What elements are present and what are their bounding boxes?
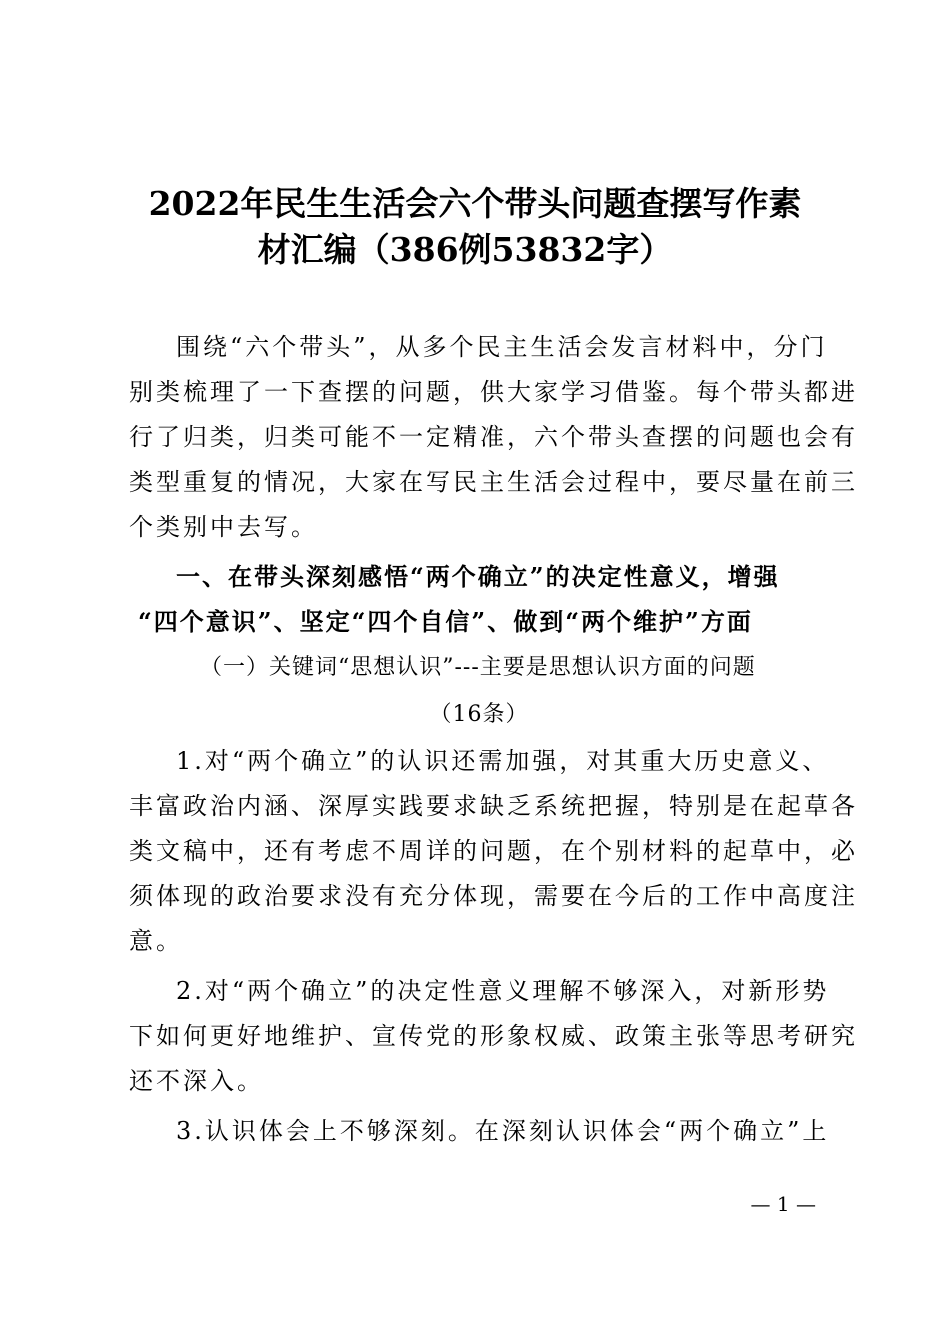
item-1-line-1: 1.对“两个确立”的认识还需加强，对其重大历史意义、 xyxy=(176,747,830,775)
item-3-line-1: 3.认识体会上不够深刻。在深刻认识体会“两个确立”上 xyxy=(176,1117,830,1145)
intro-line-5: 个类别中去写。 xyxy=(129,513,318,541)
item-2-line-2: 下如何更好地维护、宣传党的形象权威、政策主张等思考研究 xyxy=(129,1022,858,1050)
intro-line-2: 别类梳理了一下查摆的问题，供大家学习借鉴。每个带头都进 xyxy=(129,378,858,406)
item-2-line-3: 还不深入。 xyxy=(129,1067,264,1095)
section-heading-line-2: “四个意识”、坚定“四个自信”、做到“两个维护”方面 xyxy=(138,607,753,636)
subsection-heading-line-1: （一）关键词“思想认识”---主要是思想认识方面的问题 xyxy=(200,655,756,680)
intro-line-3: 行了归类，归类可能不一定精准，六个带头查摆的问题也会有 xyxy=(129,423,858,451)
subsection-heading-line-2: （16条） xyxy=(429,702,529,727)
intro-line-4: 类型重复的情况，大家在写民主生活会过程中，要尽量在前三 xyxy=(129,468,858,496)
item-1-line-2: 丰富政治内涵、深厚实践要求缺乏系统把握，特别是在起草各 xyxy=(129,792,858,820)
intro-line-1: 围绕“六个带头”，从多个民主生活会发言材料中，分门 xyxy=(176,333,828,361)
document-title-line-1: 2022年民生生活会六个带头问题查摆写作素 xyxy=(148,184,802,223)
page-number: — 1 — xyxy=(750,1192,816,1216)
item-1-line-4: 须体现的政治要求没有充分体现，需要在今后的工作中高度注 xyxy=(129,882,858,910)
item-2-line-1: 2.对“两个确立”的决定性意义理解不够深入，对新形势 xyxy=(176,977,830,1005)
section-heading-line-1: 一、在带头深刻感悟“两个确立”的决定性意义，增强 xyxy=(176,562,780,591)
item-1-line-5: 意。 xyxy=(129,927,183,955)
document-title-line-2: 材汇编（386例53832字） xyxy=(257,230,673,269)
item-1-line-3: 类文稿中，还有考虑不周详的问题，在个别材料的起草中，必 xyxy=(129,837,858,865)
